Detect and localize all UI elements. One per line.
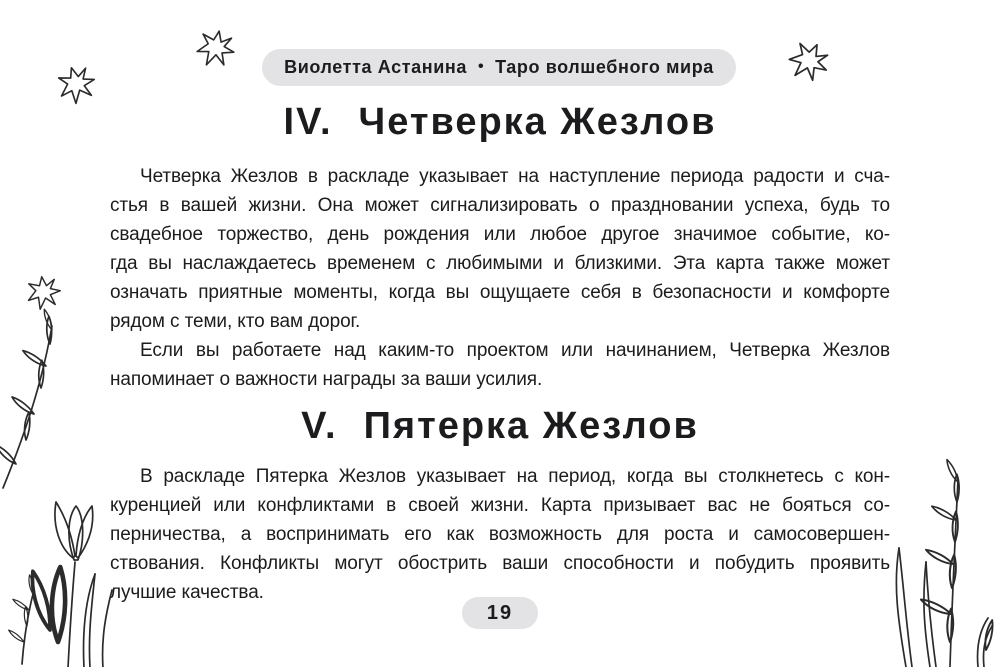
paragraph-line: перничества, а воспринимать его как возможность для роста и самосовершен- [110,524,890,545]
section-heading [110,100,890,160]
section-heading [110,394,890,460]
section-numeral: IV. [283,101,333,143]
section-title: Четверка Жезлов [358,101,717,143]
page-number: 19 [486,601,514,624]
star-doodle-icon [780,33,838,91]
author-name: Виолетта Астанина [284,57,467,77]
page-number-badge [462,597,538,629]
star-doodle-icon [192,25,241,74]
running-head [262,49,736,86]
paragraph-line: ствования. Конфликты могут обострить ваши способности и побудить проявить [110,553,890,574]
paragraph-line: рядом с теми, кто вам дорог. [110,311,361,332]
section-numeral: V. [301,405,338,447]
paragraph [110,336,890,394]
paragraph-line: В раскладе Пятерка Жезлов указывает на период, когда вы столкнетесь с кон- [140,466,890,487]
grass-branch-doodle-icon [878,450,1000,667]
tulip-grass-doodle-icon [0,478,125,667]
paragraph-line: гда вы наслаждаетесь временем с любимыми и близкими. Эта карта также может [110,253,890,274]
section-title: Пятерка Жезлов [363,405,699,447]
bullet-separator-icon: • [477,57,485,75]
paragraph-line: стья в вашей жизни. Она может сигнализировать о праздновании успеха, будь то [110,195,890,216]
paragraph-line: куренцией или конфликтами в своей жизни. Карта призывает вас не бояться со- [110,495,890,516]
branch-doodle-icon [0,322,75,494]
paragraph [110,162,890,336]
star-doodle-icon [51,59,104,112]
paragraph-line: Если вы работаете над каким-то проектом или начинанием, Четверка Жезлов [140,340,890,361]
paragraph-line: свадебное торжество, день рождения или любое другое значимое событие, ко- [110,224,890,245]
page-content [110,100,890,607]
paragraph [110,462,890,607]
paragraph-line: напоминает о важности награды за ваши усилия. [110,369,543,390]
star-doodle-icon [23,272,66,315]
paragraph-line: Четверка Жезлов в раскладе указывает на наступление периода радости и сча- [140,166,890,187]
book-title: Таро волшебного мира [495,57,714,77]
paragraph-line: лучшие качества. [110,582,264,603]
paragraph-line: означать приятные моменты, когда вы ощущаете себя в безопасности и комфорте [110,282,890,303]
